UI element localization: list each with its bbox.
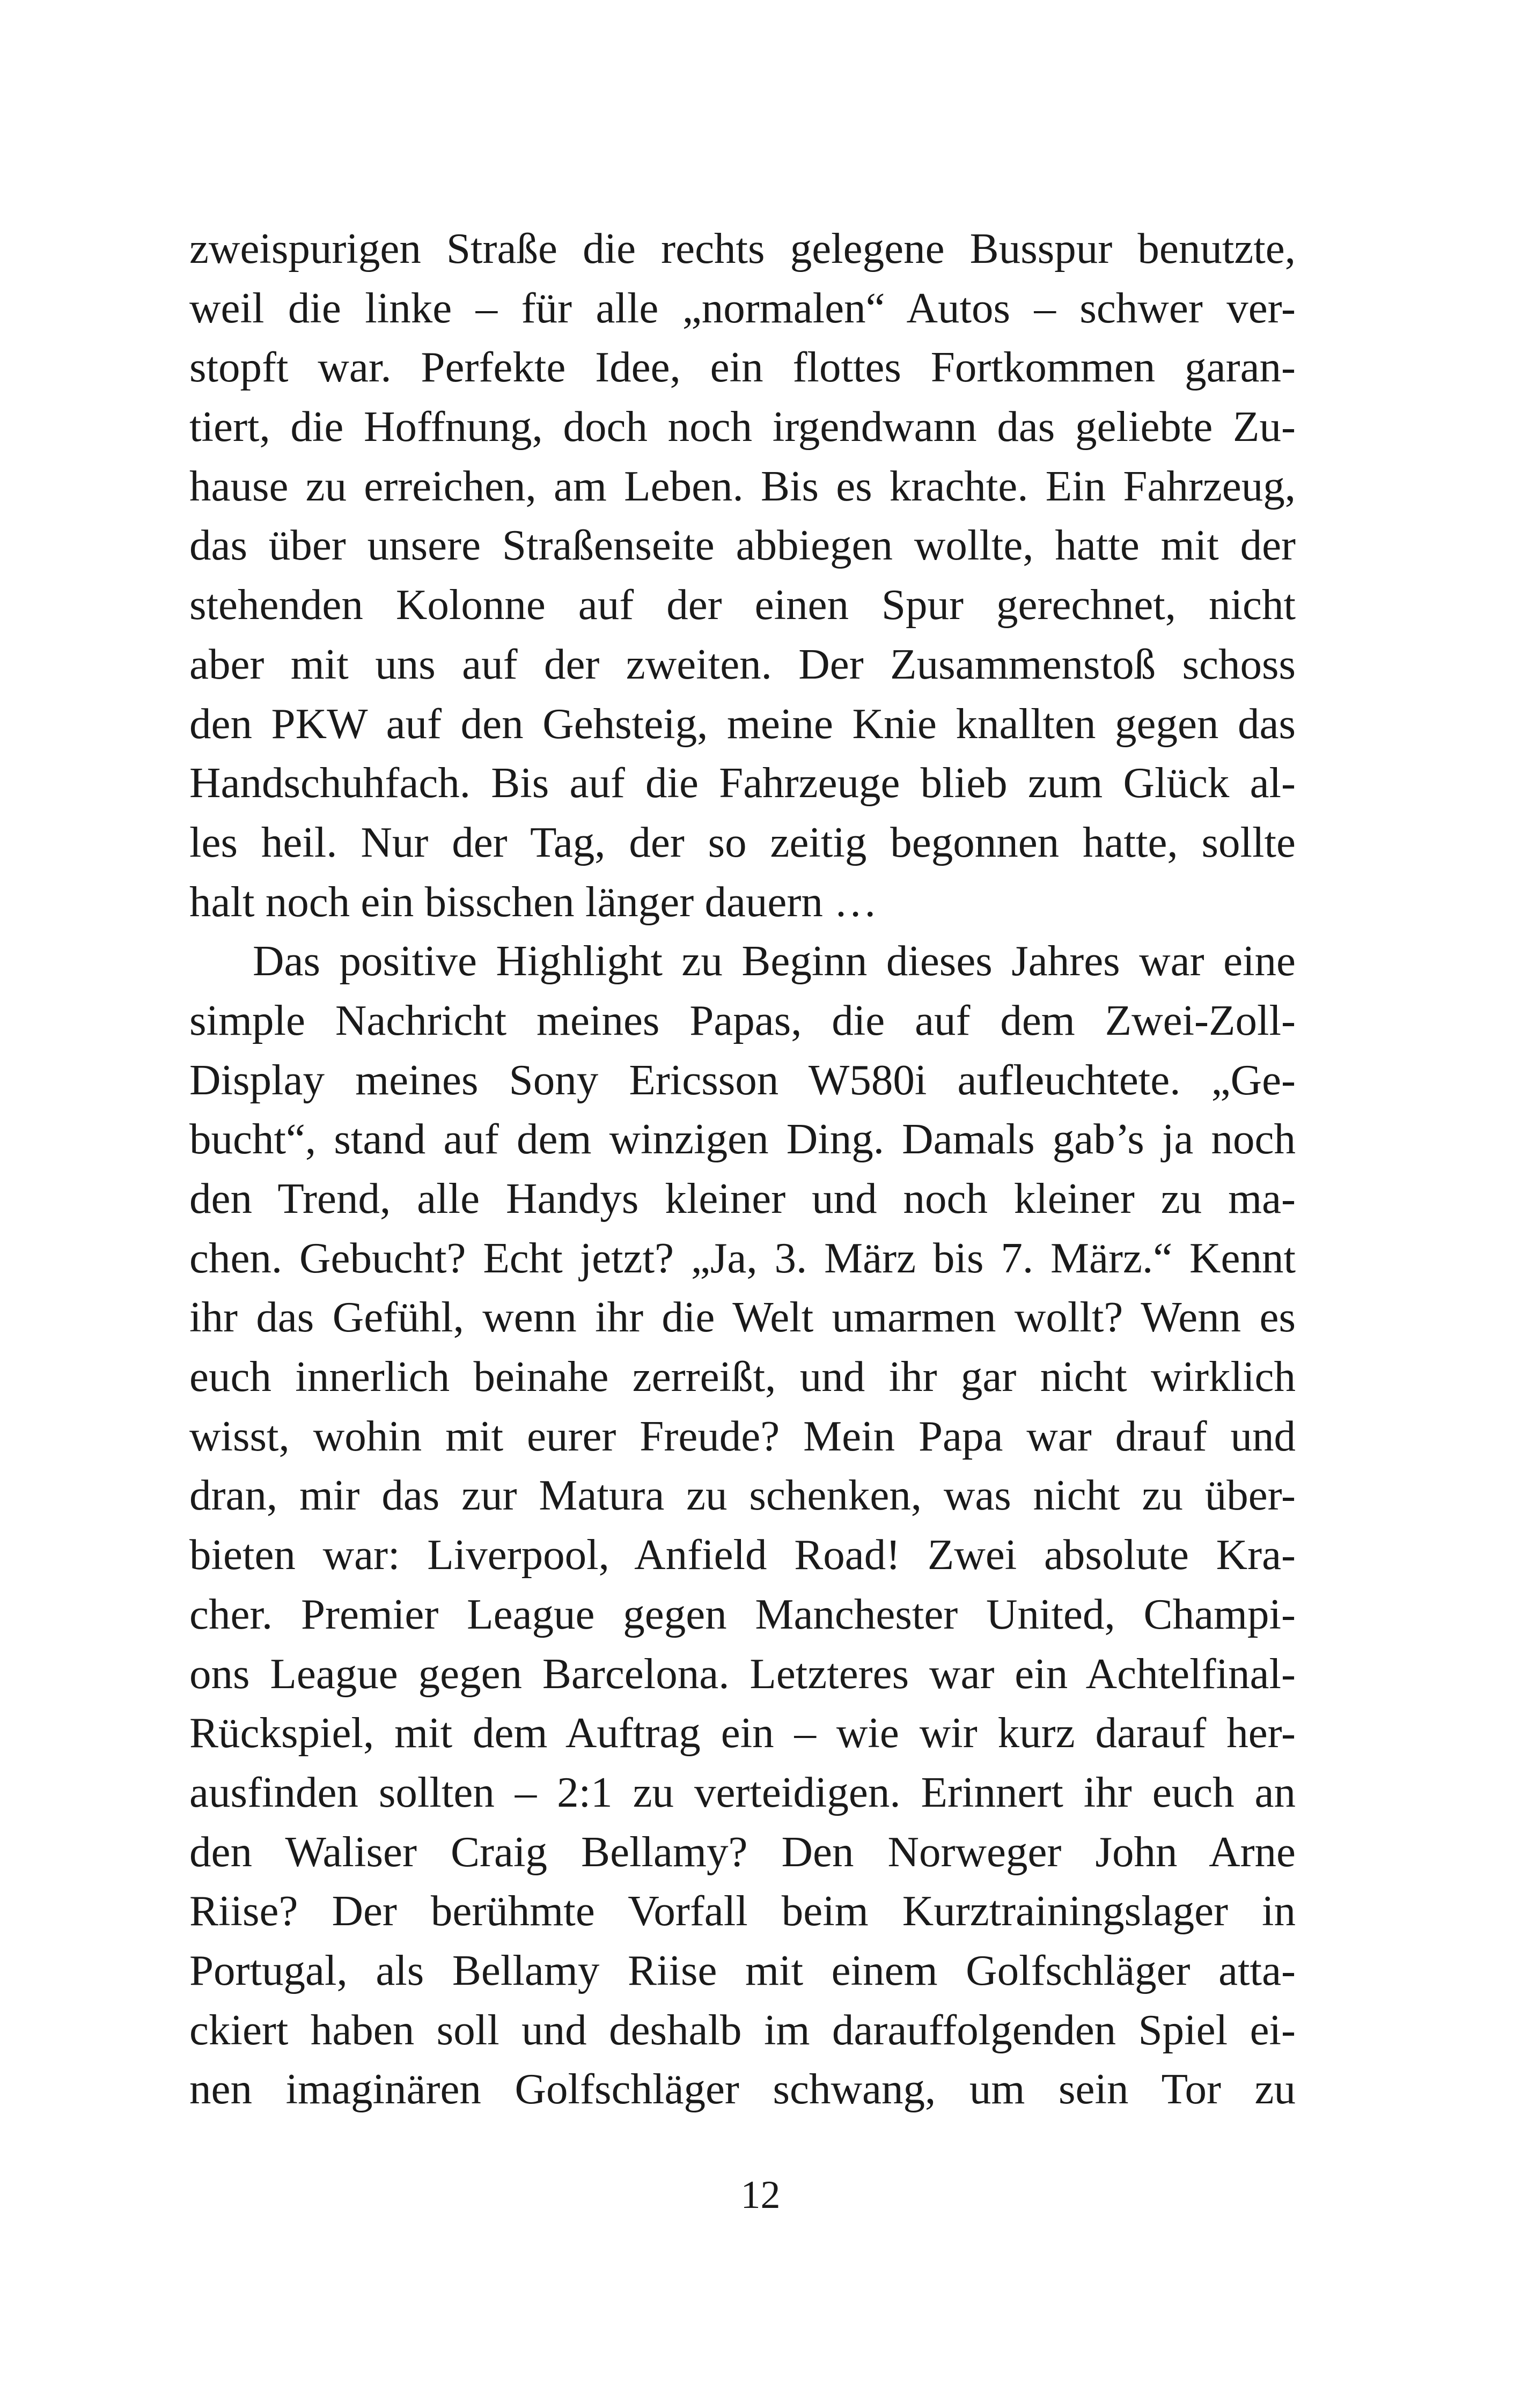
text-line: ckiert haben soll und deshalb im darauffolgenden Spiel ei- <box>189 2005 1296 2054</box>
page-number: 12 <box>740 2173 781 2217</box>
text-line: Display meines Sony Ericsson W580i aufleuchtete. „Ge- <box>189 1055 1296 1104</box>
text-line: cher. Premier League gegen Manchester United, Champi- <box>189 1589 1296 1638</box>
text-line: dran, mir das zur Matura zu schenken, was nicht zu über- <box>189 1471 1296 1520</box>
text-line: euch innerlich beinahe zerreißt, und ihr gar nicht wirklich <box>189 1352 1296 1401</box>
text-line: stopft war. Perfekte Idee, ein flottes Fortkommen garan- <box>189 343 1296 392</box>
text-line: den Trend, alle Handys kleiner und noch kleiner zu ma- <box>189 1174 1296 1223</box>
text-line: ons League gegen Barcelona. Letzteres war ein Achtelfinal- <box>189 1649 1296 1698</box>
text-line: Das positive Highlight zu Beginn dieses Jahres war eine <box>253 937 1296 985</box>
text-line: das über unsere Straßenseite abbiegen wollte, hatte mit der <box>189 521 1296 570</box>
text-line: den PKW auf den Gehsteig, meine Knie knallten gegen das <box>189 699 1296 748</box>
body-text <box>189 219 1296 2119</box>
text-line: bucht“, stand auf dem winzigen Ding. Damals gab’s ja noch <box>189 1115 1296 1164</box>
text-line: nen imaginären Golfschläger schwang, um sein Tor zu <box>189 2065 1296 2114</box>
text-line: Handschuhfach. Bis auf die Fahrzeuge blieb zum Glück al- <box>189 759 1296 807</box>
text-line: ausfinden sollten – 2:1 zu verteidigen. Erinnert ihr euch an <box>189 1768 1296 1816</box>
text-line: Portugal, als Bellamy Riise mit einem Golfschläger atta- <box>189 1946 1296 1994</box>
text-line: wisst, wohin mit eurer Freude? Mein Papa war drauf und <box>189 1411 1296 1460</box>
text-line: hause zu erreichen, am Leben. Bis es krachte. Ein Fahrzeug, <box>189 461 1296 510</box>
text-line: halt noch ein bisschen länger dauern … <box>189 877 878 926</box>
text-line: stehenden Kolonne auf der einen Spur gerechnet, nicht <box>189 580 1296 629</box>
text-line: weil die linke – für alle „normalen“ Autos – schwer ver- <box>189 283 1296 332</box>
text-line: bieten war: Liverpool, Anfield Road! Zwei absolute Kra- <box>189 1530 1296 1579</box>
text-line: les heil. Nur der Tag, der so zeitig begonnen hatte, sollte <box>189 818 1296 866</box>
text-line: tiert, die Hoffnung, doch noch irgendwann das geliebte Zu- <box>189 402 1296 451</box>
text-line: den Waliser Craig Bellamy? Den Norweger John Arne <box>189 1827 1296 1876</box>
text-line: Rückspiel, mit dem Auftrag ein – wie wir kurz darauf her- <box>189 1709 1296 1757</box>
text-line: Riise? Der berühmte Vorfall beim Kurztrainingslager in <box>189 1887 1296 1935</box>
text-line: ihr das Gefühl, wenn ihr die Welt umarmen wollt? Wenn es <box>189 1293 1296 1342</box>
text-line: chen. Gebucht? Echt jetzt? „Ja, 3. März bis 7. März.“ Kennt <box>189 1233 1296 1282</box>
text-line: aber mit uns auf der zweiten. Der Zusammenstoß schoss <box>189 639 1296 688</box>
text-line: zweispurigen Straße die rechts gelegene Busspur benutzte, <box>189 224 1296 273</box>
text-line: simple Nachricht meines Papas, die auf dem Zwei-Zoll- <box>189 996 1296 1044</box>
